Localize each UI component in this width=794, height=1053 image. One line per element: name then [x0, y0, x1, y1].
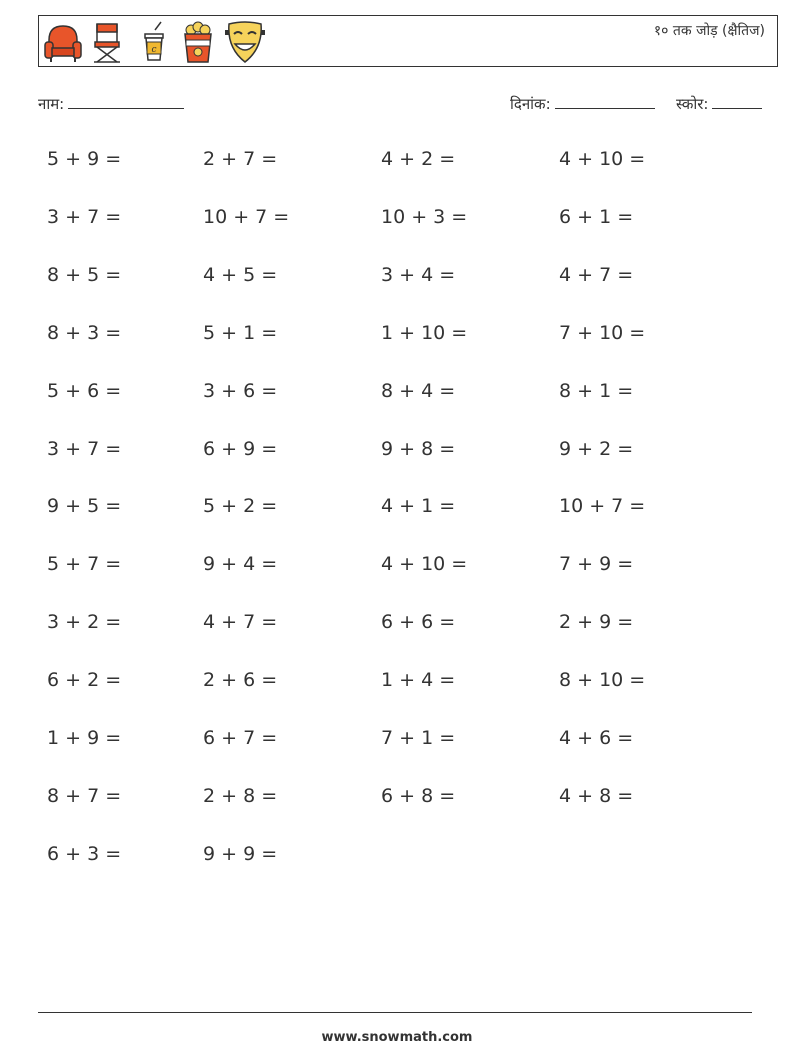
problem-item: 3 + 6 = [203, 380, 278, 402]
problem-item: 4 + 8 = [559, 785, 634, 807]
problem-item: 10 + 3 = [381, 206, 468, 228]
problem-item: 3 + 7 = [47, 206, 122, 228]
problem-item: 4 + 6 = [559, 727, 634, 749]
footer-divider [38, 1012, 752, 1013]
problem-item: 6 + 7 = [203, 727, 278, 749]
problem-item: 8 + 10 = [559, 669, 646, 691]
problem-item: 2 + 8 = [203, 785, 278, 807]
problem-item: 5 + 7 = [47, 553, 122, 575]
director-chair-icon [91, 20, 123, 64]
problem-item: 9 + 8 = [381, 438, 456, 460]
footer-url: www.snowmath.com [321, 1030, 473, 1045]
problem-item: 6 + 6 = [381, 611, 456, 633]
header-box [38, 15, 778, 67]
svg-text:c: c [151, 45, 157, 55]
problem-item: 4 + 7 = [203, 611, 278, 633]
name-label: नाम: [38, 95, 65, 113]
problem-item: 6 + 3 = [47, 843, 122, 865]
problem-item: 9 + 4 = [203, 553, 278, 575]
date-blank[interactable] [555, 94, 655, 109]
problem-item: 9 + 9 = [203, 843, 278, 865]
popcorn-icon [181, 20, 215, 64]
problem-item: 5 + 9 = [47, 148, 122, 170]
problem-item: 4 + 5 = [203, 264, 278, 286]
problem-item: 7 + 1 = [381, 727, 456, 749]
score-blank[interactable] [712, 94, 762, 109]
problem-item: 6 + 2 = [47, 669, 122, 691]
problem-item: 7 + 9 = [559, 553, 634, 575]
problem-item: 5 + 6 = [47, 380, 122, 402]
problem-item: 3 + 4 = [381, 264, 456, 286]
soda-cup-icon [141, 20, 167, 64]
problem-item: 5 + 1 = [203, 322, 278, 344]
problem-item: 7 + 10 = [559, 322, 646, 344]
problem-item: 5 + 2 = [203, 495, 278, 517]
problem-item: 2 + 7 = [203, 148, 278, 170]
problem-item: 10 + 7 = [203, 206, 290, 228]
name-field [38, 94, 184, 114]
problem-item: 8 + 3 = [47, 322, 122, 344]
problem-item: 8 + 4 = [381, 380, 456, 402]
problem-item: 10 + 7 = [559, 495, 646, 517]
problem-item: 1 + 9 = [47, 727, 122, 749]
problem-item: 4 + 7 = [559, 264, 634, 286]
problem-item: 9 + 2 = [559, 438, 634, 460]
problem-item: 6 + 9 = [203, 438, 278, 460]
name-blank[interactable] [68, 94, 184, 109]
score-field [676, 94, 762, 114]
problem-item: 2 + 9 = [559, 611, 634, 633]
problem-item: 3 + 2 = [47, 611, 122, 633]
score-label: स्कोर: [676, 95, 709, 113]
problem-item: 8 + 1 = [559, 380, 634, 402]
date-field [510, 94, 655, 114]
problem-item: 4 + 10 = [381, 553, 468, 575]
date-label: दिनांक: [510, 95, 551, 113]
problem-item: 9 + 5 = [47, 495, 122, 517]
problem-item: 4 + 1 = [381, 495, 456, 517]
problem-item: 8 + 5 = [47, 264, 122, 286]
problem-item: 6 + 8 = [381, 785, 456, 807]
problem-item: 6 + 1 = [559, 206, 634, 228]
problem-item: 3 + 7 = [47, 438, 122, 460]
problem-item: 1 + 10 = [381, 322, 468, 344]
problem-item: 4 + 2 = [381, 148, 456, 170]
worksheet-title: १० तक जोड़ (क्षैतिज) [653, 23, 765, 39]
armchair-icon [43, 20, 83, 64]
problem-item: 8 + 7 = [47, 785, 122, 807]
problem-item: 4 + 10 = [559, 148, 646, 170]
comedy-mask-icon [223, 20, 267, 64]
problem-item: 1 + 4 = [381, 669, 456, 691]
problem-item: 2 + 6 = [203, 669, 278, 691]
